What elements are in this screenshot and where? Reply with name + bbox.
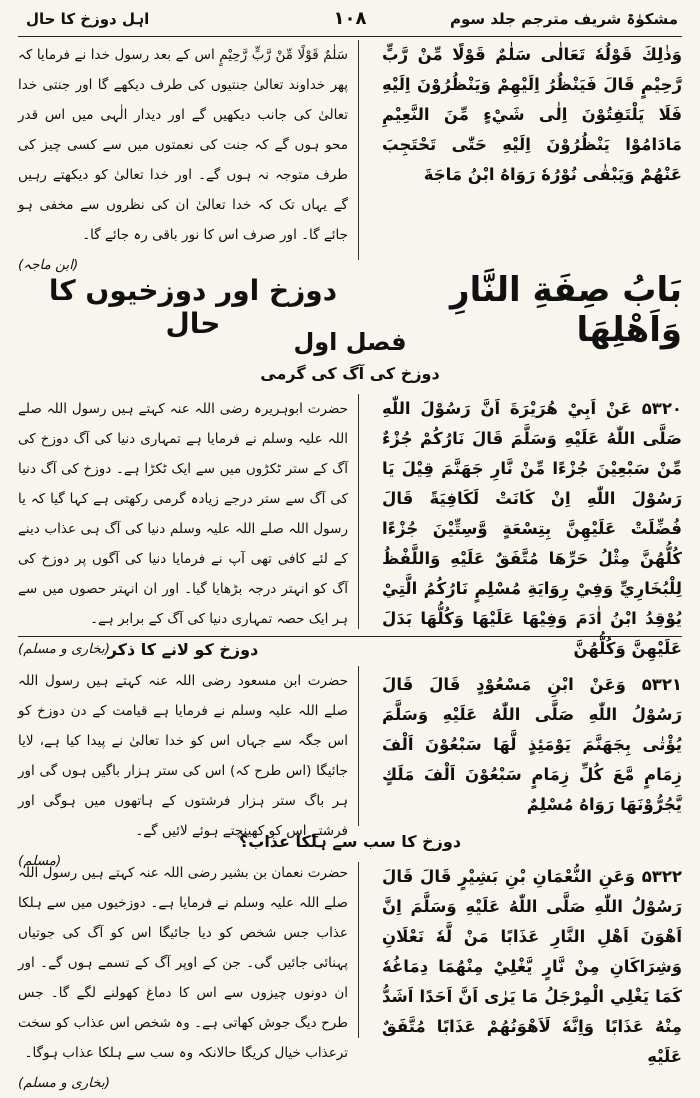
hadith-2-arabic (382, 670, 682, 820)
hadith-3-source: (بخاری و مسلم) (18, 1075, 111, 1091)
chapter-title-urdu: دوزخ اور دوزخیوں کا حال (48, 274, 338, 340)
section-rule (18, 636, 682, 637)
chapter-title-arabic: بَابُ صِفَةِ النَّارِ وَاَهْلِهَا (450, 270, 682, 350)
hadith-3-number: ۵۳۲۲ (641, 867, 683, 886)
page-header (18, 6, 682, 36)
hadith-2-urdu-text: حضرت ابن مسعود رضی اللہ عنہ کہتے ہیں رسول اللہ صلے اللہ علیہ وسلم نے فرمایا ہے قیامت کے دن دوزخ کو اس جگہ سے جہاں اس کو خدا تعالیٰ نے پیدا کیا ہے، لایا جائیگا (اس طرح کہ) اس کی ستر ہزار باگیں ہوں گی اور ہر باگ ستر ہزار فرشتوں کے ہاتھوں میں ہوگی اور فرشتے اس کو کھینچتے ہوئے لائیں گے۔ (18, 673, 348, 839)
hadith-2-source: (مسلم) (18, 853, 62, 869)
header-rule (18, 36, 682, 37)
hadith-1-arabic-text: عَنْ اَبِيْ هُرَيْرَةَ اَنَّ رَسُوْلَ اللّٰهِ صَلَّى اللّٰهُ عَلَيْهِ وَسَلَّمَ قَالَ نَارُكُمْ جُزْءٌ مِّنْ سَبْعِيْنَ جُزْءًا مِّنْ نَّارِ جَهَنَّمَ قِيْلَ يَا رَسُوْلَ اللّٰهِ اِنْ كَانَتْ لَكَافِيَةً قَالَ فُضِّلَتْ عَلَيْهِنَّ بِتِسْعَةٍ وَّسِتِّيْنَ جُزْءًا كُلُّهُنَّ مِثْلُ حَرِّهَا مُتَّفَقٌ عَلَيْهِ وَاللَّفْظُ لِلْبُخَارِيِّ وَفِيْ رِوَايَةِ مُسْلِمٍ نَارُكُمُ الَّتِيْ يُوْقِدُ ابْنُ اٰدَمَ وَفِيْهَا عَلَيْهَا وَكُلُّهَا بَدَلَ عَلَيْهِنَّ وَكُلُّهُنَّ (382, 399, 682, 658)
hadith-2-number: ۵۳۲۱ (641, 675, 682, 694)
top-source: (ابن ماجہ) (18, 257, 79, 273)
hadith-1-source: (بخاری و مسلم) (18, 641, 111, 657)
section-title: اہل دوزخ کا حال (26, 10, 150, 28)
column-divider (358, 394, 359, 629)
top-urdu-text (18, 40, 348, 273)
hadith-3-arabic-text: وَعَنِ النُّعْمَانِ بْنِ بَشِيْرٍ قَالَ قَالَ رَسُوْلُ اللّٰهِ صَلَّى اللّٰهُ عَلَيْهِ وَسَلَّمَ اِنَّ اَهْوَنَ اَهْلِ النَّارِ عَذَابًا مَنْ لَّهٗ نَعْلَانِ وَشِرَاكَانِ مِنْ نَّارٍ يَّغْلِيْ مِنْهُمَا دِمَاغُهٗ كَمَا يَغْلِي الْمِرْجَلُ مَا يَرٰی اَنَّ اَحَدًا اَشَدُّ مِنْهُ عَذَابًا وَاِنَّهٗ لَاَهْوَنُهُمْ عَذَابًا مُتَّفَقٌ عَلَيْهِ (382, 867, 682, 1066)
hadith-1-arabic (382, 394, 682, 658)
column-divider (358, 862, 359, 1038)
hadith-3-arabic (382, 862, 683, 1066)
hadith-2-arabic-text: وَعَنْ ابْنِ مَسْعُوْدٍ قَالَ قَالَ رَسُوْلُ اللّٰهِ صَلَّى اللّٰهُ عَلَيْهِ وَسَلَّمَ يُؤْتٰى بِجَهَنَّمَ يَوْمَئِذٍ لَّهَا سَبْعُوْنَ اَلْفَ زِمَامٍ مَّعَ كُلِّ زِمَامٍ سَبْعُوْنَ اَلْفَ مَلَكٍ يَّجُرُّوْنَهَا رَوَاهُ مُسْلِمٌ (382, 675, 682, 814)
page (18, 6, 683, 1091)
book-title: مشکوٰۃ شریف مترجم جلد سوم (450, 10, 678, 28)
hadith-3-urdu-text: حضرت نعمان بن بشیر رضی اللہ عنہ کہتے ہیں رسول اللہ صلے اللہ علیہ وسلم نے فرمایا ہے۔ دوزخیوں میں سے ہلکا عذاب جس شخص کو دیا جائیگا اس کو آگ کی جوتیاں پہنائی جائیں گی۔ جن کے اوپر آگ کے تسمے ہوں گے۔ اور ان دونوں چیزوں سے اس کا دماغ کھولنے لگے گا۔ جس طرح دیگ جوش کھاتی ہے۔ وہ شخص اس عذاب کو سخت ترعذاب خیال کریگا حالانکہ وہ سب سے ہلکا عذاب ہوگا۔ (18, 865, 348, 1061)
column-divider (358, 40, 359, 260)
hadith-1-urdu-text: حضرت ابوہریرہ رضی اللہ عنہ کہتے ہیں رسول اللہ صلے اللہ علیہ وسلم نے فرمایا ہے تمہاری دنیا کی آگ دوزخ کی آگ کے ستر ٹکڑوں میں سے ایک ٹکڑا ہے۔ دوزخ کی آگ دنیا کی آگ سے ستر درجے زیادہ گرمی رکھتی ہے کہا گیا کہ یا رسول اللہ صلے اللہ علیہ وسلم دنیا کی آگ ہی عذاب دینے کے لئے کافی تھی آپ نے فرمایا دنیا کی آگوں پر دوزخ کی آگ کو انہتر درجہ بڑھایا گیا۔ اور ان انہتر حصوں میں سے ہر ایک حصہ تمہاری دنیا کی آگ کے برابر ہے۔ (18, 401, 348, 627)
hadith-1-number: ۵۳۲۰ (641, 399, 682, 418)
hadith-3-urdu (18, 858, 348, 1091)
hadith-1-subheading: دوزخ کی آگ کی گرمی (260, 364, 440, 383)
section-heading: فصل اول (293, 328, 407, 356)
top-urdu-paragraph: سَلٰمٌ قَوْلًا مِّنْ رَّبٍّ رَّحِيْمٍ اس کے بعد رسول خدا نے فرمایا کہ پھر خداوند تعالیٰ جنتیوں کی طرف دیکھے گا اور جنتی خدا تعالیٰ کی جانب دیکھیں گے اور دیدار الٰہی میں اس قدر محو ہوں گے کہ جنت کی نعمتوں میں سے کسی چیز کی طرف متوجہ نہ ہوں گے۔ اور خدا تعالیٰ کو دیکھتے رہیں گے یہاں تک کہ خدا تعالیٰ ان کی نظروں سے مخفی ہو جائے گا۔ اور صرف اس کا نور باقی رہ جائے گا۔ (18, 47, 348, 243)
top-arabic-paragraph: وَذٰلِكَ قَوْلُهٗ تَعَالٰی سَلٰمٌ قَوْلًا مِّنْ رَّبٍّ رَّحِيْمٍ قَالَ فَيَنْظُرُ اِلَيْهِمْ وَيَنْظُرُوْنَ اِلَيْهِ فَلَا يَلْتَفِتُوْنَ اِلٰی شَيْءٍ مِّنَ النَّعِيْمِ مَادَامُوْا يَنْظُرُوْنَ اِلَيْهِ حَتّٰی تَحْتَجِبَ عَنْهُمْ وَيَبْقٰی نُوْرُهٗ رَوَاهُ ابْنُ مَاجَةَ (382, 45, 682, 184)
hadith-3-subheading: دوزخ کا سب سے ہلکا عذاب؟ (238, 832, 462, 851)
top-arabic-text (382, 40, 682, 260)
page-number: ۱۰۸ (333, 8, 367, 29)
hadith-2-subheading: دوزخ کو لانے کا ذکر (107, 640, 259, 659)
hadith-2-urdu (18, 666, 348, 869)
column-divider (358, 666, 359, 826)
